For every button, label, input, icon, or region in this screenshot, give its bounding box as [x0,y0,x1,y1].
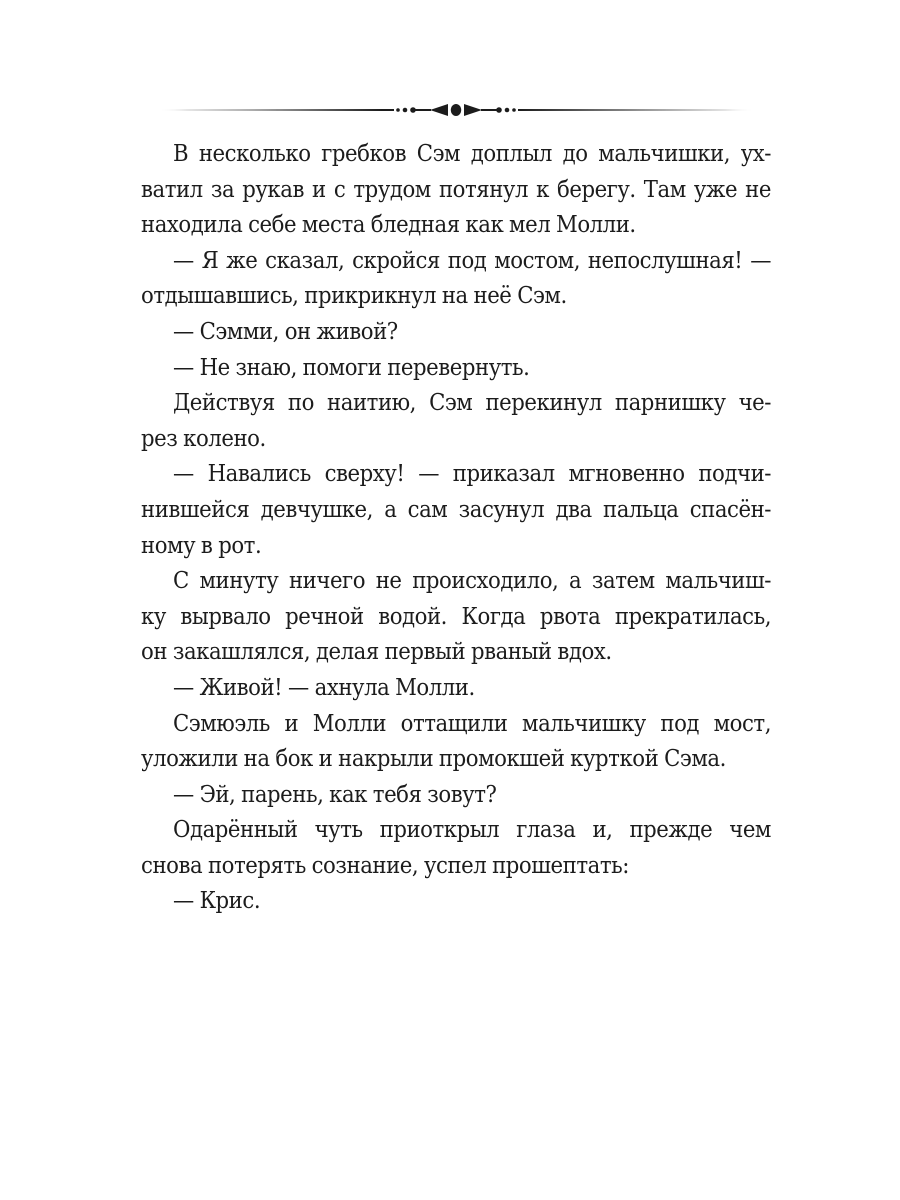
text-line: Сэмюэль и Молли оттащили мальчишку под мост, [173,708,771,737]
text-line: — Сэмми, он живой? [173,316,398,345]
text-line: Действуя по наитию, Сэм перекинул парнишку че- [173,388,771,417]
text-line: снова потерять сознание, успел прошептать: [141,850,629,879]
text-line: — Эй, парень, как тебя зовут? [173,779,497,808]
text-line: находила себе места бледная как мел Молли. [141,210,636,239]
text-line: нившейся девчушке, а сам засунул два пальца спасён- [141,494,771,523]
text-line: Одарённый чуть приоткрыл глаза и, прежде чем [173,815,771,844]
text-line: — Крис. [173,886,261,915]
text-line: отдышавшись, прикрикнул на неё Сэм. [141,281,567,310]
text-line: рез колено. [141,423,266,452]
text-line: — Не знаю, помоги перевернуть. [173,352,530,381]
text-line: — Навались сверху! — приказал мгновенно подчи- [173,459,771,488]
decorative-divider-icon [158,100,754,120]
book-page-text [141,136,771,919]
text-line: ватил за рукав и с трудом потянул к берегу. Там уже не [141,174,771,203]
text-line: С минуту ничего не происходило, а затем мальчиш- [173,566,771,595]
text-line: — Живой! — ахнула Молли. [173,672,475,701]
text-line: уложили на бок и накрыли промокшей курткой Сэма. [141,744,726,773]
text-line: он закашлялся, делая первый рваный вдох. [141,637,612,666]
text-line: ному в рот. [141,530,262,559]
text-line: В несколько гребков Сэм доплыл до мальчишки, ух- [173,139,771,167]
text-line: ку вырвало речной водой. Когда рвота прекратилась, [141,601,771,630]
text-line: — Я же сказал, скройся под мостом, непослушная! — [173,245,771,274]
